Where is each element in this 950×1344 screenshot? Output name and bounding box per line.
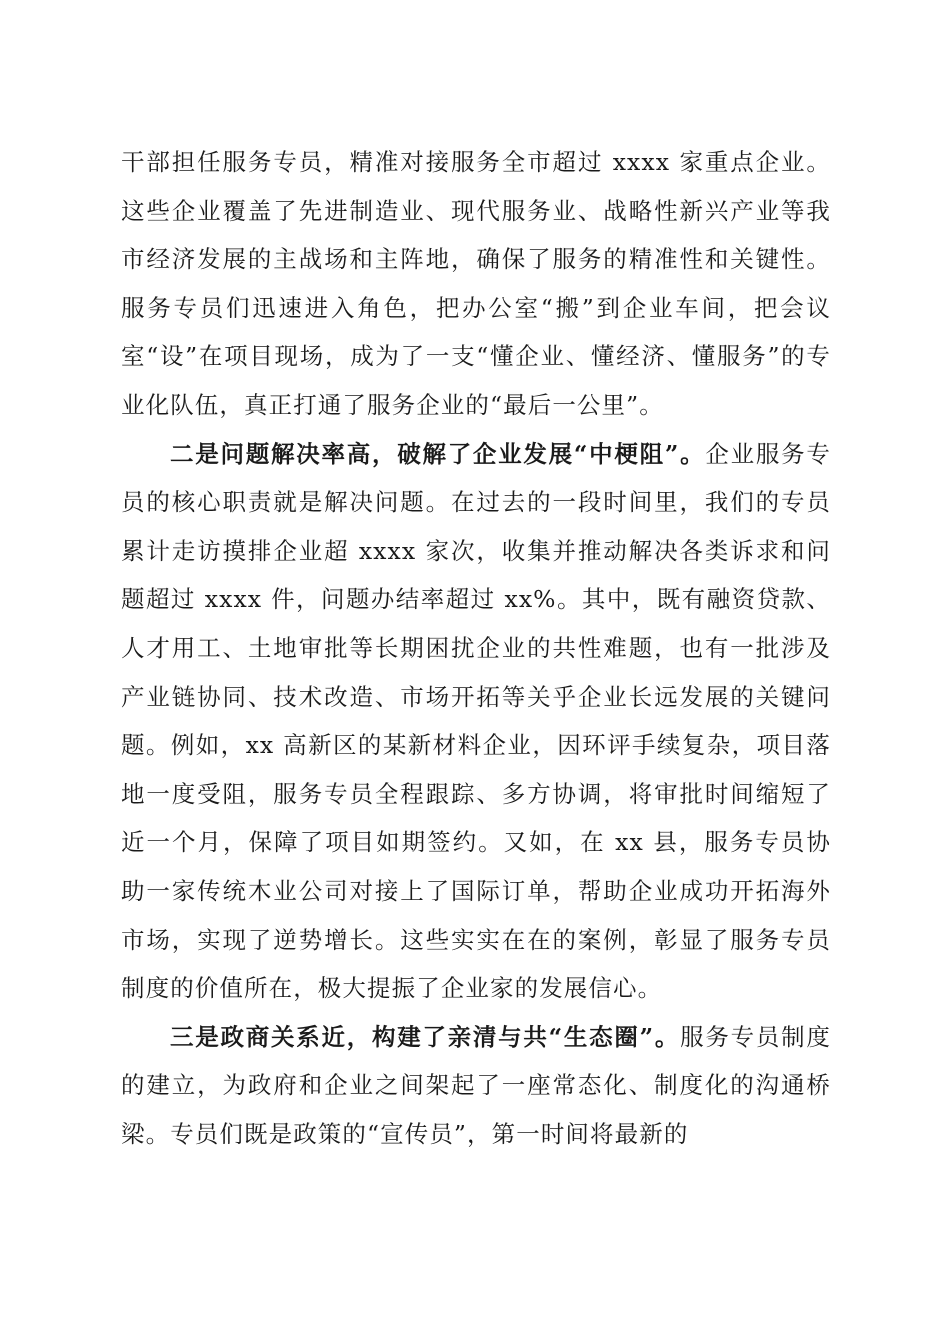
paragraph-3-text: 服务专员制度的建立，为政府和企业之间架起了一座常态化、制度化的沟通桥梁。专员们既是政策的“宣传员”，第一时间将最新的 bbox=[121, 1022, 831, 1148]
document-body bbox=[121, 138, 831, 1158]
paragraph-1-text: 干部担任服务专员，精准对接服务全市超过 xxxx 家重点企业。这些企业覆盖了先进制造业、现代服务业、战略性新兴产业等我市经济发展的主战场和主阵地，确保了服务的精准性和关键性。服务专员们迅速进入角色，把办公室“搬”到企业车间，把会议室“设”在项目现场，成为了一支“懂企业、懂经济、懂服务”的专业化队伍，真正打通了服务企业的“最后一公里”。 bbox=[121, 148, 831, 419]
paragraph-3 bbox=[121, 1013, 831, 1159]
paragraph-2-lead: 二是问题解决率高，破解了企业发展“中梗阻”。 bbox=[170, 439, 706, 468]
paragraph-1 bbox=[121, 138, 831, 430]
paragraph-2-text: 企业服务专员的核心职责就是解决问题。在过去的一段时间里，我们的专员累计走访摸排企业超 xxxx 家次，收集并推动解决各类诉求和问题超过 xxxx 件，问题办结率超过 xx%。其中，既有融资贷款、人才用工、土地审批等长期困扰企业的共性难题，也有一批涉及产业链协同、技术改造、市场开拓等关乎企业长远发展的关键问题。例如，xx 高新区的某新材料企业，因环评手续复杂，项目落地一度受阻，服务专员全程跟踪、多方协调，将审批时间缩短了近一个月，保障了项目如期签约。又如，在 xx 县，服务专员协助一家传统木业公司对接上了国际订单，帮助企业成功开拓海外市场，实现了逆势增长。这些实实在在的案例，彰显了服务专员制度的价值所在，极大提振了企业家的发展信心。 bbox=[121, 439, 832, 1003]
paragraph-3-lead: 三是政商关系近，构建了亲清与共“生态圈”。 bbox=[170, 1022, 681, 1051]
paragraph-2 bbox=[121, 430, 831, 1013]
